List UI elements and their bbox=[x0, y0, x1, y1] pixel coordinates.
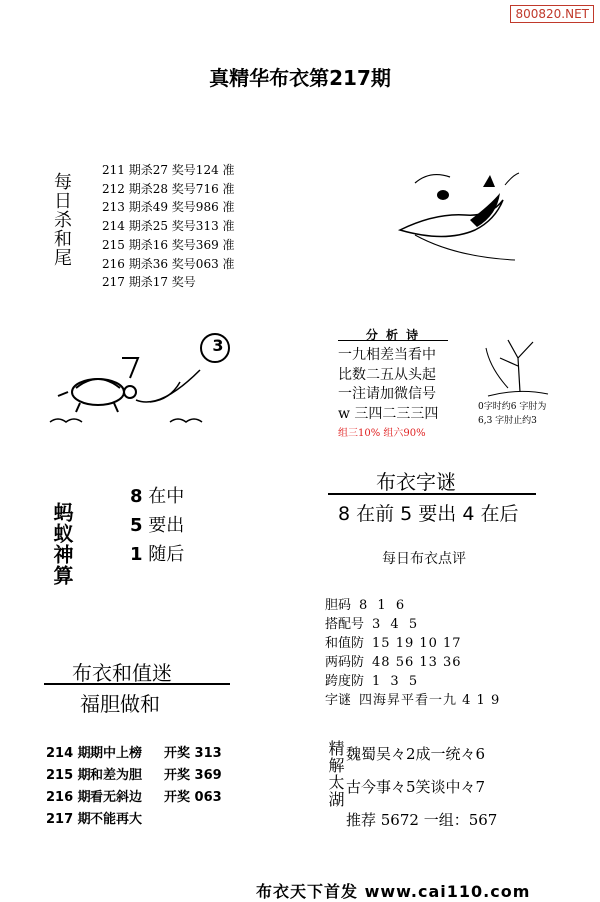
riddle-divider bbox=[328, 493, 536, 495]
analysis-poem bbox=[338, 346, 438, 444]
stat-row bbox=[325, 615, 500, 634]
stat-label: 胆码 bbox=[325, 598, 352, 613]
ant-line bbox=[130, 511, 184, 540]
period-result: 开奖 063 bbox=[164, 790, 222, 805]
kill-row: 214 期杀25 奖号313 准 bbox=[102, 219, 235, 234]
bird-illustration bbox=[395, 165, 525, 265]
jingjie-line: 推荐 5672 一组：567 bbox=[346, 811, 498, 829]
site-badge[interactable]: 800820.NET bbox=[510, 5, 594, 23]
period-text: 看无斜边 bbox=[90, 790, 143, 805]
stat-value: 48 56 13 36 bbox=[372, 655, 462, 670]
stat-label: 和值防 bbox=[325, 636, 365, 651]
stat-row bbox=[325, 653, 500, 672]
side-note-line: 0字时约6 字肘为 bbox=[478, 402, 547, 412]
daily-kill-list bbox=[102, 161, 235, 292]
period-label: 215 期 bbox=[46, 768, 91, 783]
stat-row bbox=[325, 596, 500, 615]
comment-stats bbox=[325, 596, 500, 710]
zhi-heading: 布衣和值迷 bbox=[72, 661, 172, 685]
stat-row bbox=[325, 672, 500, 691]
poem-line: w 三四二三三四 bbox=[338, 405, 439, 422]
stat-label: 字谜 bbox=[325, 693, 352, 708]
kill-row: 211 期杀27 奖号124 准 bbox=[102, 163, 235, 177]
poem-line: 一注请加微信号 bbox=[338, 386, 436, 402]
ant-num: 1 bbox=[130, 544, 143, 565]
zhi-divider bbox=[44, 683, 230, 685]
kill-row: 217 期杀17 奖号 bbox=[102, 275, 196, 290]
period-text: 不能再大 bbox=[90, 812, 143, 827]
period-text: 和差为胆 bbox=[90, 768, 143, 783]
zhi-periods bbox=[46, 743, 222, 831]
riddle-heading: 布衣字谜 bbox=[376, 470, 456, 494]
period-row bbox=[46, 765, 222, 787]
kill-row: 212 期杀28 奖号716 准 bbox=[102, 181, 235, 196]
poem-line: 比数二五从头起 bbox=[338, 366, 436, 383]
ant-text: 在中 bbox=[148, 486, 185, 507]
ant-heading: 蚂蚁神算 bbox=[50, 502, 74, 586]
period-result: 开奖 313 bbox=[164, 746, 222, 761]
period-label: 216 期 bbox=[46, 790, 91, 805]
daily-kill-heading: 每日杀和尾 bbox=[51, 172, 72, 267]
side-note bbox=[478, 400, 578, 428]
stat-row bbox=[325, 691, 500, 710]
jingjie-line: 古今事々5笑谈中々7 bbox=[346, 778, 486, 796]
stat-label: 跨度防 bbox=[325, 674, 365, 689]
ant-num: 8 bbox=[130, 486, 143, 507]
balloon-number: 3 bbox=[212, 336, 224, 355]
stat-label: 两码防 bbox=[325, 655, 365, 670]
period-label: 214 期 bbox=[46, 746, 91, 761]
stat-label: 搭配号 bbox=[325, 617, 365, 632]
period-text: 期中上榜 bbox=[90, 746, 143, 761]
side-note-line: 6,3 字肘止约3 bbox=[478, 416, 537, 426]
stat-value: 15 19 10 17 bbox=[372, 636, 462, 651]
stat-value: 四海昇平看一九 4 1 9 bbox=[359, 693, 501, 708]
ant-line bbox=[130, 482, 184, 511]
jingjie-lines bbox=[346, 738, 497, 837]
tree-illustration bbox=[478, 328, 558, 400]
kill-row: 213 期杀49 奖号986 准 bbox=[102, 200, 235, 215]
ant-num: 5 bbox=[130, 515, 143, 536]
stat-value: 3 4 5 bbox=[372, 617, 421, 632]
poem-divider bbox=[338, 340, 448, 341]
zhi-subheading: 福胆做和 bbox=[80, 692, 160, 716]
poem-red-note: 组三10% 组六90% bbox=[338, 428, 426, 439]
kill-row: 216 期杀36 奖号063 准 bbox=[102, 256, 235, 271]
period-result: 开奖 369 bbox=[164, 768, 222, 783]
period-label: 217 期 bbox=[46, 812, 91, 827]
stat-value: 8 1 6 bbox=[359, 598, 408, 613]
riddle-line: 8 在前 5 要出 4 在后 bbox=[338, 503, 519, 525]
jingjie-line: 魏蜀吴々2成一统々6 bbox=[346, 745, 486, 763]
jingjie-heading: 精解太湖 bbox=[326, 740, 345, 808]
page-title: 真精华布衣第217期 bbox=[209, 66, 391, 90]
stat-value: 1 3 5 bbox=[372, 674, 421, 689]
ant-text: 要出 bbox=[148, 515, 185, 536]
kill-row: 215 期杀16 奖号369 准 bbox=[102, 237, 235, 252]
stat-row bbox=[325, 634, 500, 653]
comment-heading: 每日布衣点评 bbox=[382, 551, 466, 567]
period-row bbox=[46, 809, 222, 831]
period-row bbox=[46, 787, 222, 809]
ant-line bbox=[130, 540, 184, 569]
ant-text: 随后 bbox=[148, 544, 185, 565]
period-row bbox=[46, 743, 222, 765]
footer-site[interactable]: 布衣天下首发 www.cai110.com bbox=[256, 882, 531, 901]
poem-title: 分 析 诗 bbox=[365, 328, 421, 342]
ant-predictions bbox=[130, 482, 184, 569]
poem-line: 一九相差当看中 bbox=[338, 347, 436, 363]
